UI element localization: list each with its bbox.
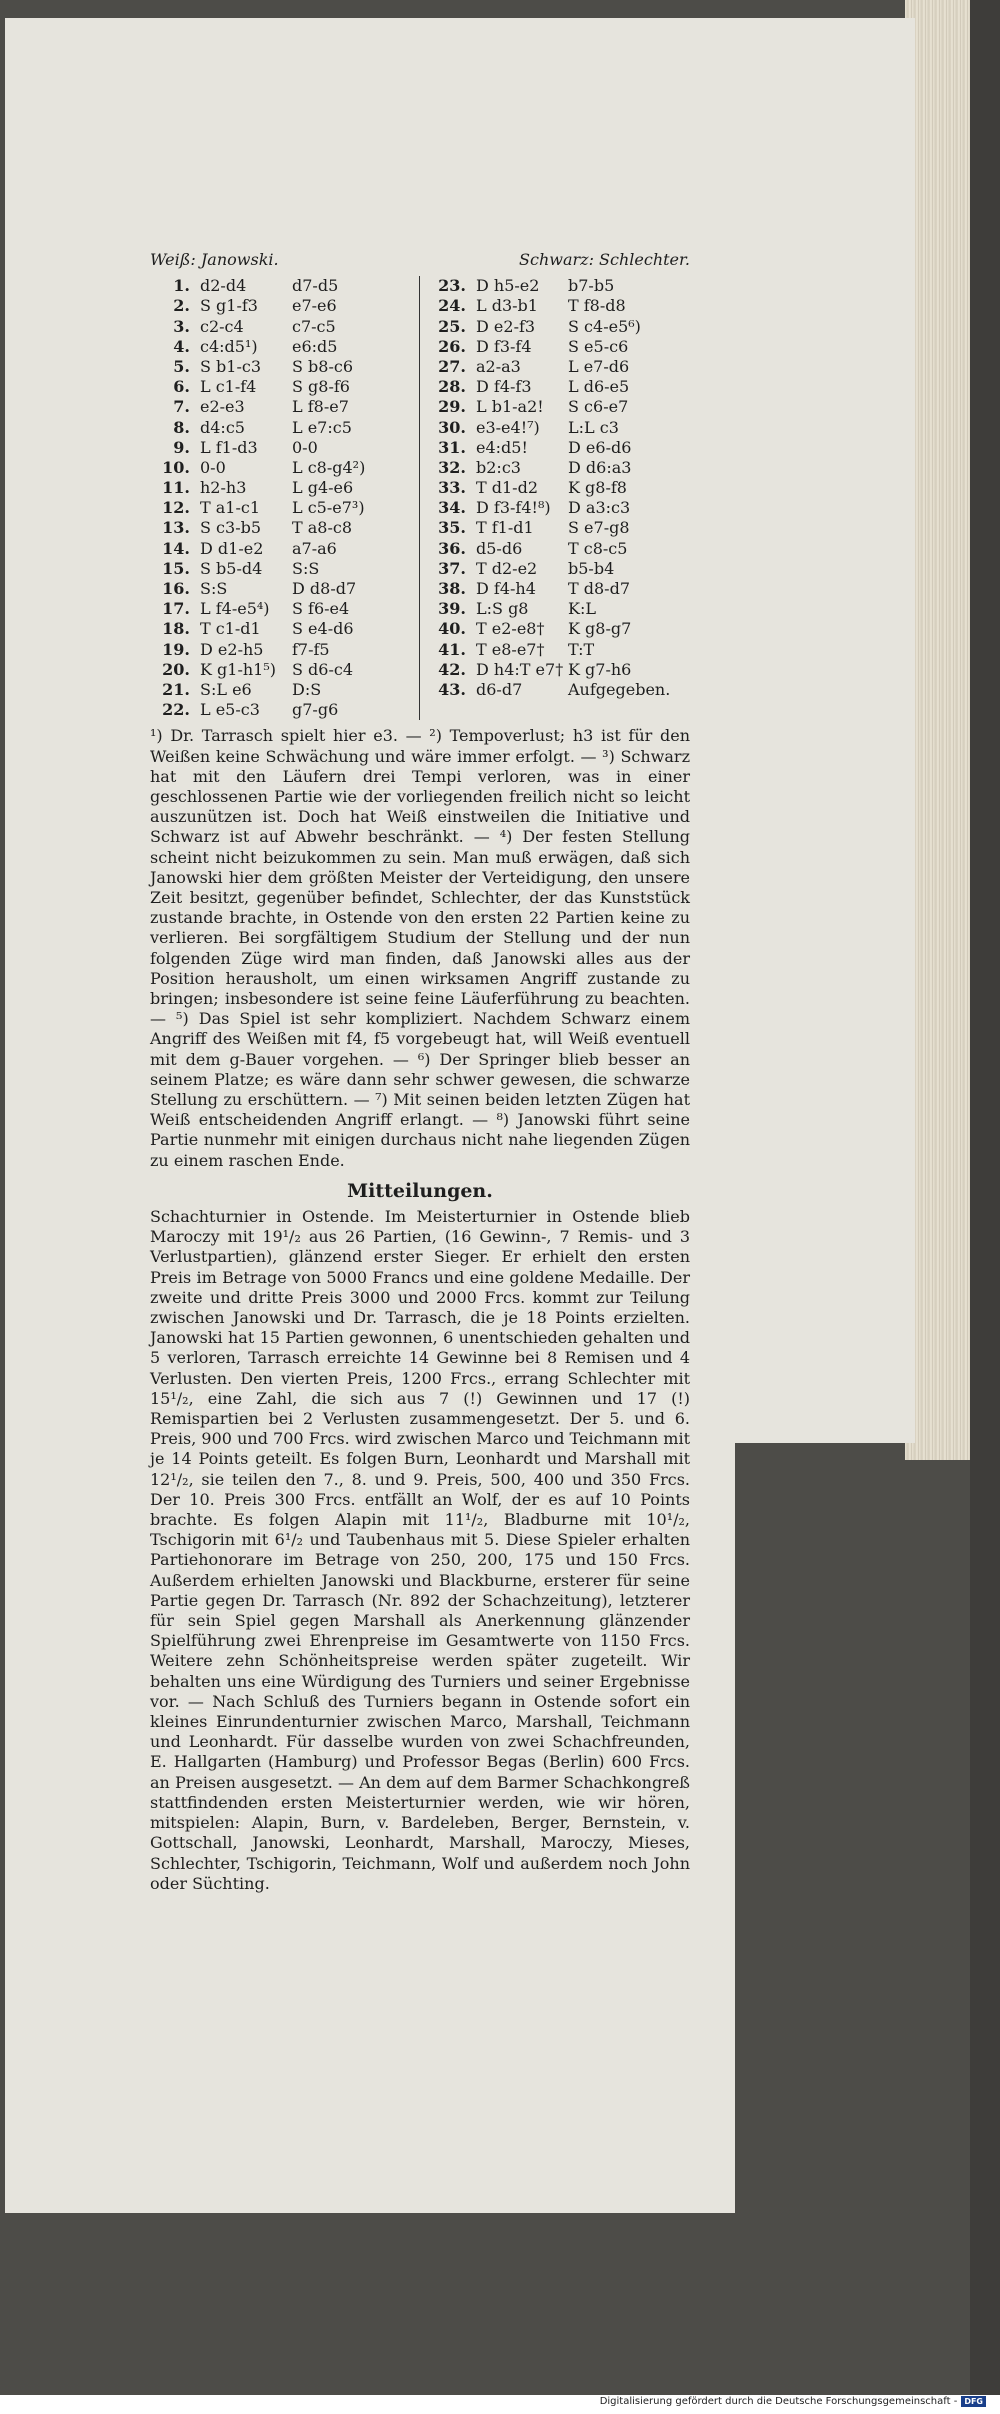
white-move: h2-h3 [200,478,247,498]
move-row [426,619,690,639]
black-move: K:L [568,599,596,619]
move-number: 34. [438,498,466,518]
move-row [426,660,690,680]
black-move: a7-a6 [292,538,337,558]
move-row [426,438,690,458]
white-move: S b5-d4 [200,558,263,578]
black-move: K g7-h6 [568,659,632,679]
white-move: T e8-e7† [476,639,545,659]
move-row [150,700,411,720]
move-row [426,539,690,559]
move-number: 23. [438,276,466,296]
move-row [426,640,690,660]
black-move: d7-d5 [292,276,339,296]
move-row [426,357,690,377]
white-player: Weiß: Janowski. [150,250,279,269]
moves-column-left [150,276,420,720]
move-row [426,337,690,357]
move-row [150,418,411,438]
white-move: T d1-d2 [476,478,539,498]
black-move: D e6-d6 [568,437,632,457]
move-number: 15. [162,558,190,578]
move-row [150,397,411,417]
move-row [426,276,690,296]
news-paragraph: Schachturnier in Ostende. Im Meisterturnier in Ostende blieb Maroczy mit 19¹/₂ aus 26 Partien, (16 Gewinn-, 7 Remis- und 3 Verlustpartien), glänzend erster Sieger. Er erhielt den ersten Preis im Betrage von 5000 Francs und eine goldene Medaille. Der zweite und dritte Preis 3000 und 2000 Frcs. kommt zur Teilung zwischen Janowski und Dr. Tarrasch, die je 18 Points erzielten. Janowski hat 15 Partien gewonnen, 6 unentschieden gehalten und 5 verloren, Tarrasch erreichte 14 Gewinne bei 8 Remisen und 4 Verlusten. Den vierten Preis, 1200 Frcs., errang Schlechter mit 15¹/₂, eine Zahl, die sich aus 7 (!) Gewinnen und 17 (!) Remispartien bei 2 Verlusten zusammengesetzt. Der 5. und 6. Preis, 900 und 700 Frcs. wird zwischen Marco und Teichmann mit je 14 Points geteilt. Es folgen Burn, Leonhardt und Marshall mit 12¹/₂, sie teilen den 7., 8. und 9. Preis, 500, 400 und 350 Frcs. Der 10. Preis 300 Frcs. entfällt an Wolf, der es auf 10 Points brachte. Es folgen Alapin mit 11¹/₂, Bladburne mit 10¹/₂, Tschigorin mit 6¹/₂ und Taubenhaus mit 5. Diese Spieler erhalten Partiehonorare im Betrage von 250, 200, 175 und 150 Frcs. Außerdem erhielten Janowski und Blackburne, ersterer für seine Partie gegen Dr. Tarrasch (Nr. 892 der Schachzeitung), letzterer für sein Spiel gegen Marshall als Anerkennung glänzender Spielführung zwei Ehrenpreise im Gesamtwerte von 1150 Frcs. Weitere zehn Schönheitspreise werden später zugeteilt. Wir behalten uns eine Würdigung des Turniers und seiner Ergebnisse vor. — Nach Schluß des Turniers begann in Ostende sofort ein kleines Einrundenturnier zwischen Marco, Marshall, Teichmann und Leonhardt. Für dasselbe wurden von zwei Schachfreunden, E. Hallgarten (Hamburg) und Professor Begas (Berlin) 600 Frcs. an Preisen ausgesetzt. — An dem auf dem Barmer Schachkongreß stattfindenden ersten Meisterturnier werden, wie wir hören, mitspielen: Alapin, Burn, v. Bardeleben, Berger, Bernstein, v. Gottschall, Janowski, Leonhardt, Marshall, Maroczy, Mieses, Schlechter, Tschigorin, Teichmann, Wolf und außerdem noch John oder Süchting. [150,1207,690,1893]
white-move: d6-d7 [476,679,523,699]
move-row [426,458,690,478]
white-move: T a1-c1 [200,498,261,518]
move-row [150,579,411,599]
white-move: T e2-e8† [476,619,545,639]
move-row [150,640,411,660]
black-move: e7-e6 [292,296,337,316]
black-move: D:S [292,679,322,699]
move-number: 12. [162,498,190,518]
black-move: T a8-c8 [292,518,353,538]
white-move: c4:d5¹) [200,336,258,356]
black-move: K g8-g7 [568,619,632,639]
move-number: 41. [438,639,466,659]
move-number: 1. [173,276,190,296]
move-number: 2. [173,296,190,316]
move-number: 7. [173,397,190,417]
black-move: D d8-d7 [292,579,357,599]
white-move: L d3-b1 [476,296,538,316]
game-header [150,250,690,270]
black-move: e6:d5 [292,336,338,356]
move-number: 6. [173,377,190,397]
black-move: g7-g6 [292,700,339,720]
black-move: T f8-d8 [568,296,626,316]
black-move: L c5-e7³) [292,498,365,518]
move-number: 27. [438,356,466,376]
move-row [150,377,411,397]
move-number: 25. [438,316,466,336]
move-row [426,579,690,599]
move-row [150,478,411,498]
black-move: f7-f5 [292,639,330,659]
white-move: S c3-b5 [200,518,262,538]
black-move: S e4-d6 [292,619,354,639]
white-move: c2-c4 [200,316,244,336]
white-move: L:S g8 [476,599,529,619]
black-move: b5-b4 [568,558,615,578]
black-move: L e7-d6 [568,356,630,376]
black-move: L f8-e7 [292,397,349,417]
move-number: 37. [438,558,466,578]
scan-shadow [5,2213,735,2395]
move-number: 39. [438,599,466,619]
move-row [426,680,690,700]
move-number: 42. [438,659,466,679]
move-row [426,559,690,579]
black-move: c7-c5 [292,316,336,336]
move-number: 19. [162,639,190,659]
move-number: 32. [438,457,466,477]
move-number: 16. [162,579,190,599]
move-number: 38. [438,579,466,599]
move-number: 22. [162,700,190,720]
black-move: L e7:c5 [292,417,352,437]
white-move: S g1-f3 [200,296,258,316]
move-row [426,498,690,518]
move-number: 26. [438,336,466,356]
black-move: T c8-c5 [568,538,628,558]
black-move: L d6-e5 [568,377,630,397]
move-row [150,458,411,478]
white-move: d5-d6 [476,538,523,558]
move-row [426,317,690,337]
white-move: S:L e6 [200,679,252,699]
move-number: 33. [438,478,466,498]
white-move: T d2-e2 [476,558,538,578]
white-move: D f4-f3 [476,377,532,397]
move-number: 29. [438,397,466,417]
move-number: 35. [438,518,466,538]
white-move: T c1-d1 [200,619,261,639]
move-number: 8. [173,417,190,437]
move-number: 28. [438,377,466,397]
move-row [150,539,411,559]
move-row [150,599,411,619]
white-move: D f3-f4!⁸) [476,498,551,518]
white-move: D e2-h5 [200,639,264,659]
game-score [150,276,690,720]
move-number: 3. [173,316,190,336]
move-row [150,438,411,458]
black-move: S f6-e4 [292,599,350,619]
white-move: b2:c3 [476,457,521,477]
move-number: 11. [162,478,190,498]
black-player: Schwarz: Schlechter. [519,250,690,269]
move-number: 4. [173,336,190,356]
white-move: d2-d4 [200,276,247,296]
black-move: S e5-c6 [568,336,629,356]
move-row [150,680,411,700]
black-move: S d6-c4 [292,659,354,679]
digitization-footer [600,2396,986,2407]
white-move: L b1-a2! [476,397,544,417]
move-row [426,599,690,619]
move-row [150,337,411,357]
white-move: e2-e3 [200,397,245,417]
article-text [150,250,690,1894]
move-number: 21. [162,679,190,699]
move-number: 40. [438,619,466,639]
white-move: D f3-f4 [476,336,532,356]
move-number: 13. [162,518,190,538]
white-move: S b1-c3 [200,356,262,376]
move-number: 20. [162,659,190,679]
move-row [426,418,690,438]
move-row [426,478,690,498]
white-move: D h4:T e7† [476,659,564,679]
white-move: D d1-e2 [200,538,264,558]
move-row [426,377,690,397]
black-move: S g8-f6 [292,377,350,397]
white-move: d4:c5 [200,417,245,437]
black-move: S c6-e7 [568,397,629,417]
move-number: 36. [438,538,466,558]
black-move: Aufgegeben. [568,679,671,699]
move-number: 31. [438,437,466,457]
white-move: L e5-c3 [200,700,260,720]
footer-credit: Digitalisierung gefördert durch die Deutsche Forschungsgemeinschaft - [599,2396,958,2407]
move-row [150,518,411,538]
move-row [150,619,411,639]
black-move: 0-0 [292,437,318,457]
black-move: T d8-d7 [568,579,631,599]
white-move: D f4-h4 [476,579,536,599]
move-number: 17. [162,599,190,619]
move-number: 30. [438,417,466,437]
move-row [150,276,411,296]
move-row [150,660,411,680]
white-move: D h5-e2 [476,276,540,296]
white-move: a2-a3 [476,356,521,376]
black-move: b7-b5 [568,276,615,296]
black-move: L:L c3 [568,417,619,437]
dfg-logo: DFG [961,2396,986,2407]
move-row [150,317,411,337]
black-move: S:S [292,558,320,578]
black-move: K g8-f8 [568,478,627,498]
black-move: S b8-c6 [292,356,354,376]
white-move: L f4-e5⁴) [200,599,270,619]
move-number: 9. [173,437,190,457]
white-move: D e2-f3 [476,316,536,336]
white-move: L f1-d3 [200,437,258,457]
black-move: L g4-e6 [292,478,354,498]
move-row [426,397,690,417]
black-move: D d6:a3 [568,457,632,477]
move-row [150,296,411,316]
move-number: 10. [162,457,190,477]
black-move: D a3:c3 [568,498,631,518]
move-row [150,357,411,377]
move-row [150,498,411,518]
move-number: 18. [162,619,190,639]
move-row [426,296,690,316]
move-row [150,559,411,579]
white-move: 0-0 [200,457,226,477]
white-move: L c1-f4 [200,377,257,397]
white-move: T f1-d1 [476,518,534,538]
move-number: 5. [173,356,190,376]
white-move: K g1-h1⁵) [200,659,277,679]
game-notes: ¹) Dr. Tarrasch spielt hier e3. — ²) Tempoverlust; h3 ist für den Weißen keine Schwächung und wäre immer erfolgt. — ³) Schwarz hat mit den Läufern drei Tempi verloren, was in einer geschlossenen Partie wie der vorliegenden freilich nicht so leicht auszunützen ist. Doch hat Weiß einstweilen die Initiative und Schwarz ist auf Abwehr beschränkt. — ⁴) Der festen Stellung scheint nicht beizukommen zu sein. Man muß erwägen, daß sich Janowski hier dem größten Meister der Verteidigung, den unsere Zeit besitzt, gegenüber befindet, Schlechter, der das Kunststück zustande brachte, in Ostende von den ersten 22 Partien keine zu verlieren. Bei sorgfältigem Studium der Stellung und der nun folgenden Züge wird man finden, daß Janowski alles aus der Position herausholt, um einen wirksamen Angriff zustande zu bringen; insbesondere ist seine feine Läuferführung zu beachten. — ⁵) Das Spiel ist sehr kompliziert. Nachdem Schwarz einem Angriff des Weißen mit f4, f5 vorgebeugt hat, will Weiß eventuell mit dem g-Bauer vorgehen. — ⁶) Der Springer blieb besser an seinem Platze; es wäre dann sehr schwer gewesen, die schwarze Stellung zu erschüttern. — ⁷) Mit seinen beiden letzten Zügen hat Weiß entscheidenden Angriff erlangt. — ⁸) Janowski führt seine Partie nunmehr mit einigen durchaus nicht nahe liegenden Zügen zu einem raschen Ende. [150,726,690,1170]
moves-column-right [420,276,690,720]
move-number: 43. [438,679,466,699]
white-move: e3-e4!⁷) [476,417,540,437]
white-move: e4:d5! [476,437,528,457]
black-move: L c8-g4²) [292,457,366,477]
white-move: S:S [200,579,228,599]
black-move: S e7-g8 [568,518,630,538]
section-heading: Mitteilungen. [347,1179,493,1202]
move-number: 14. [162,538,190,558]
move-number: 24. [438,296,466,316]
book-cover-edge [970,0,1000,2395]
black-move: T:T [568,639,595,659]
black-move: S c4-e5⁶) [568,316,641,336]
move-row [426,518,690,538]
